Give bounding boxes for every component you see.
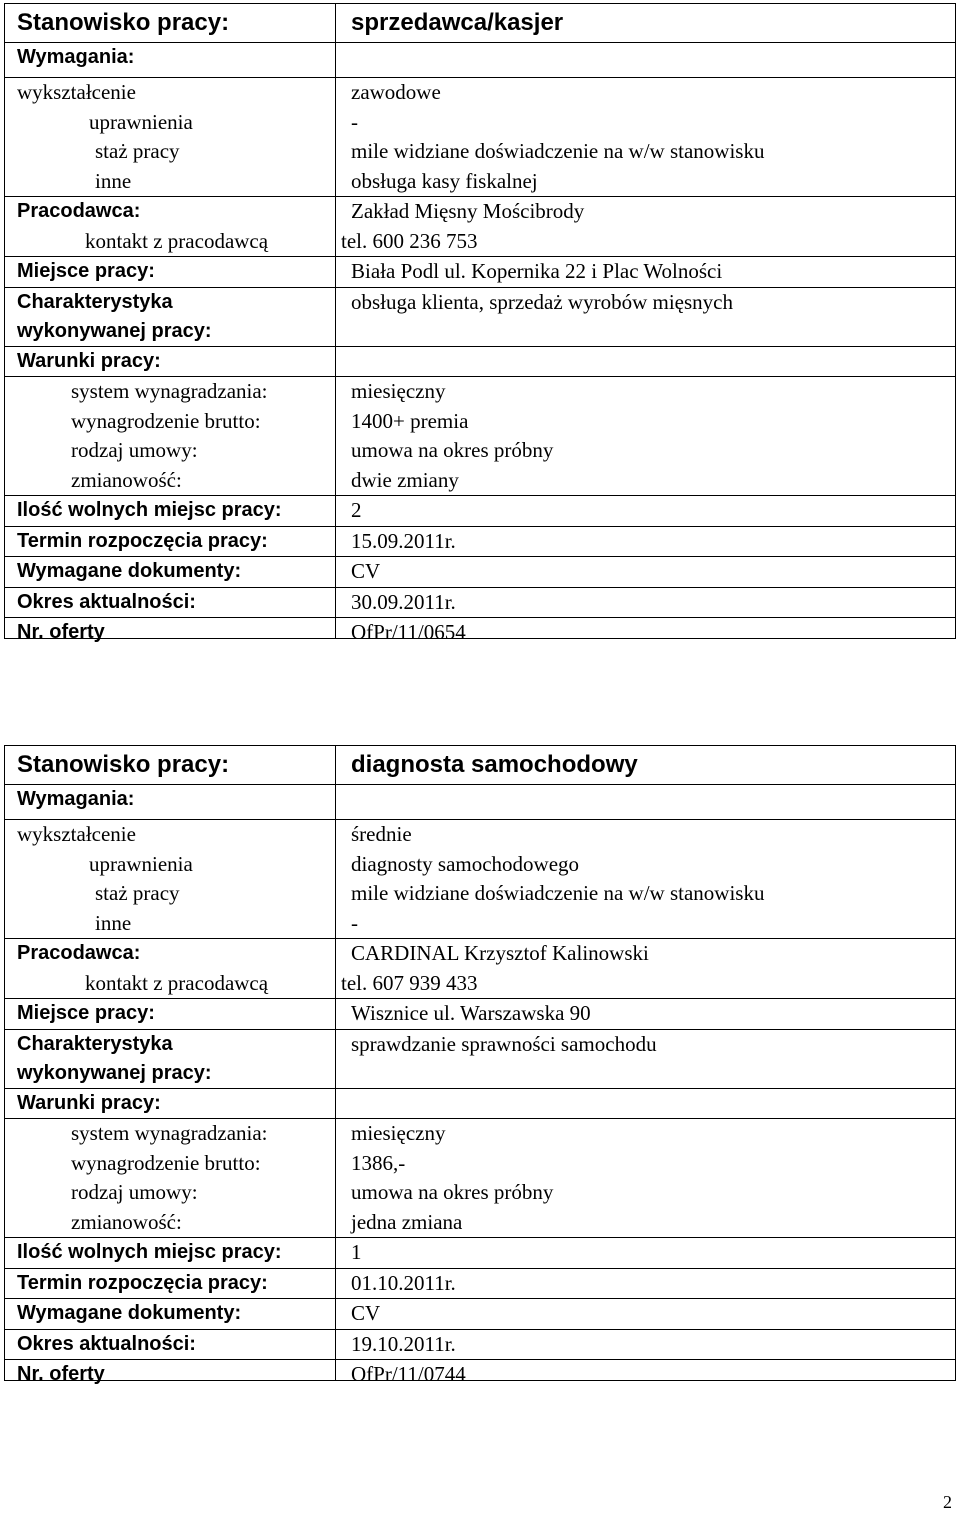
- contract-row: [5, 1178, 955, 1208]
- gross-pay-label: wynagrodzenie brutto:: [71, 1150, 261, 1175]
- permissions-row: [5, 108, 955, 138]
- shifts-label: zmianowość:: [71, 467, 182, 492]
- documents-value: CV: [351, 1301, 381, 1325]
- start-date-label: Termin rozpoczęcia pracy:: [17, 1271, 268, 1294]
- start-date-row: [5, 527, 955, 558]
- requirements-row: [5, 785, 955, 820]
- permissions-label: uprawnienia: [89, 109, 193, 134]
- job-description-value: sprawdzanie sprawności samochodu: [351, 1031, 657, 1056]
- conditions-label: Warunki pracy:: [17, 1091, 161, 1114]
- shifts-label: zmianowość:: [71, 1209, 182, 1234]
- location-label: Miejsce pracy:: [17, 260, 155, 282]
- position-row: [5, 746, 955, 785]
- employer-row: [5, 197, 955, 227]
- employer-row: [5, 939, 955, 969]
- vacancies-row: [5, 1238, 955, 1269]
- job-description-label-2: wykonywanej pracy:: [17, 319, 212, 342]
- experience-label: staż pracy: [95, 139, 180, 163]
- validity-label: Okres aktualności:: [17, 1332, 196, 1355]
- requirements-row: [5, 43, 955, 78]
- start-date-value: 15.09.2011r.: [351, 528, 456, 553]
- vacancies-label: Ilość wolnych miejsc pracy:: [17, 499, 282, 521]
- conditions-label: Warunki pracy:: [17, 349, 161, 372]
- documents-row: [5, 557, 955, 588]
- other-value: obsługa kasy fiskalnej: [351, 168, 538, 193]
- education-label: wykształcenie: [17, 822, 136, 846]
- other-label: inne: [95, 910, 132, 935]
- conditions-row: [5, 1089, 955, 1120]
- position-label: Stanowisko pracy:: [17, 9, 230, 36]
- validity-label: Okres aktualności:: [17, 590, 196, 613]
- employer-label: Pracodawca:: [17, 942, 141, 964]
- contract-value: umowa na okres próbny: [351, 438, 554, 462]
- job-description-label-2: wykonywanej pracy:: [17, 1061, 212, 1084]
- gross-pay-value: 1386,-: [351, 1150, 406, 1175]
- other-row: [5, 167, 955, 198]
- requirements-label: Wymagania:: [17, 788, 135, 810]
- requirements-label: Wymagania:: [17, 46, 135, 68]
- validity-value: 30.09.2011r.: [351, 589, 456, 614]
- location-row: [5, 999, 955, 1030]
- employer-value: CARDINAL Krzysztof Kalinowski: [351, 941, 649, 965]
- pay-system-label: system wynagradzania:: [71, 379, 268, 403]
- permissions-value: diagnosty samochodowego: [351, 851, 580, 876]
- position-label: Stanowisko pracy:: [17, 751, 230, 778]
- location-row: [5, 257, 955, 288]
- experience-label: staż pracy: [95, 881, 180, 905]
- contract-label: rodzaj umowy:: [71, 438, 198, 462]
- offer-number-row: [5, 618, 955, 648]
- contract-value: umowa na okres próbny: [351, 1180, 554, 1204]
- job-description-row: [5, 1030, 955, 1089]
- offer-number-label: Nr. oferty: [17, 1363, 105, 1385]
- pay-system-value: miesięczny: [351, 1121, 446, 1145]
- vacancies-label: Ilość wolnych miejsc pracy:: [17, 1241, 282, 1263]
- offer-number-label: Nr. oferty: [17, 621, 105, 643]
- start-date-row: [5, 1269, 955, 1300]
- contact-label: kontakt z pracodawcą: [85, 228, 269, 253]
- gross-pay-label: wynagrodzenie brutto:: [71, 408, 261, 433]
- job-description-value: obsługa klienta, sprzedaż wyrobów mięsnych: [351, 289, 733, 314]
- education-row: [5, 78, 955, 108]
- pay-system-row: [5, 377, 955, 407]
- other-label: inne: [95, 168, 132, 193]
- employer-value: Zakład Mięsny Mościbrody: [351, 199, 585, 223]
- location-value: Wisznice ul. Warszawska 90: [351, 1001, 591, 1025]
- contract-row: [5, 436, 955, 466]
- position-title: sprzedawca/kasjer: [351, 9, 564, 36]
- offer-number-value: OfPr/11/0744: [351, 1362, 466, 1386]
- pay-system-value: miesięczny: [351, 379, 446, 403]
- documents-row: [5, 1299, 955, 1330]
- location-label: Miejsce pracy:: [17, 1002, 155, 1024]
- other-value: -: [351, 910, 358, 935]
- offer-number-value: OfPr/11/0654: [351, 620, 466, 644]
- documents-value: CV: [351, 559, 381, 583]
- pay-system-label: system wynagradzania:: [71, 1121, 268, 1145]
- column-divider: [335, 4, 336, 638]
- experience-value: mile widziane doświadczenie na w/w stanowisku: [351, 139, 765, 163]
- permissions-label: uprawnienia: [89, 851, 193, 876]
- column-divider: [335, 746, 336, 1380]
- permissions-value: -: [351, 109, 358, 134]
- pay-system-row: [5, 1119, 955, 1149]
- job-offer-card: [4, 745, 956, 1386]
- offer-number-row: [5, 1360, 955, 1390]
- experience-row: [5, 137, 955, 167]
- start-date-value: 01.10.2011r.: [351, 1270, 456, 1295]
- contact-row: [5, 969, 955, 1000]
- job-description-row: [5, 288, 955, 347]
- job-description-label-1: Charakterystyka: [17, 1032, 173, 1055]
- validity-row: [5, 1330, 955, 1361]
- contact-label: kontakt z pracodawcą: [85, 970, 269, 995]
- education-row: [5, 820, 955, 850]
- permissions-row: [5, 850, 955, 880]
- documents-label: Wymagane dokumenty:: [17, 560, 242, 582]
- gross-pay-row: [5, 1149, 955, 1179]
- job-offer-card: [4, 3, 956, 644]
- page-number: 2: [943, 1492, 952, 1512]
- job-description-label-1: Charakterystyka: [17, 290, 173, 313]
- education-label: wykształcenie: [17, 80, 136, 104]
- validity-row: [5, 588, 955, 619]
- shifts-value: jedna zmiana: [351, 1209, 463, 1234]
- vacancies-value: 1: [351, 1240, 362, 1264]
- gross-pay-value: 1400+ premia: [351, 408, 469, 433]
- start-date-label: Termin rozpoczęcia pracy:: [17, 529, 268, 552]
- validity-value: 19.10.2011r.: [351, 1331, 456, 1356]
- contact-value: tel. 607 939 433: [341, 970, 478, 995]
- location-value: Biała Podl ul. Kopernika 22 i Plac Wolności: [351, 259, 723, 283]
- contact-row: [5, 227, 955, 258]
- shifts-row: [5, 1208, 955, 1239]
- education-value: zawodowe: [351, 80, 441, 104]
- employer-label: Pracodawca:: [17, 200, 141, 222]
- shifts-row: [5, 466, 955, 497]
- conditions-row: [5, 347, 955, 378]
- documents-label: Wymagane dokumenty:: [17, 1302, 242, 1324]
- position-title: diagnosta samochodowy: [351, 751, 638, 778]
- vacancies-value: 2: [351, 498, 362, 522]
- experience-value: mile widziane doświadczenie na w/w stanowisku: [351, 881, 765, 905]
- shifts-value: dwie zmiany: [351, 467, 459, 492]
- contact-value: tel. 600 236 753: [341, 228, 478, 253]
- gross-pay-row: [5, 407, 955, 437]
- position-row: [5, 4, 955, 43]
- contract-label: rodzaj umowy:: [71, 1180, 198, 1204]
- other-row: [5, 909, 955, 940]
- education-value: średnie: [351, 822, 412, 846]
- vacancies-row: [5, 496, 955, 527]
- experience-row: [5, 879, 955, 909]
